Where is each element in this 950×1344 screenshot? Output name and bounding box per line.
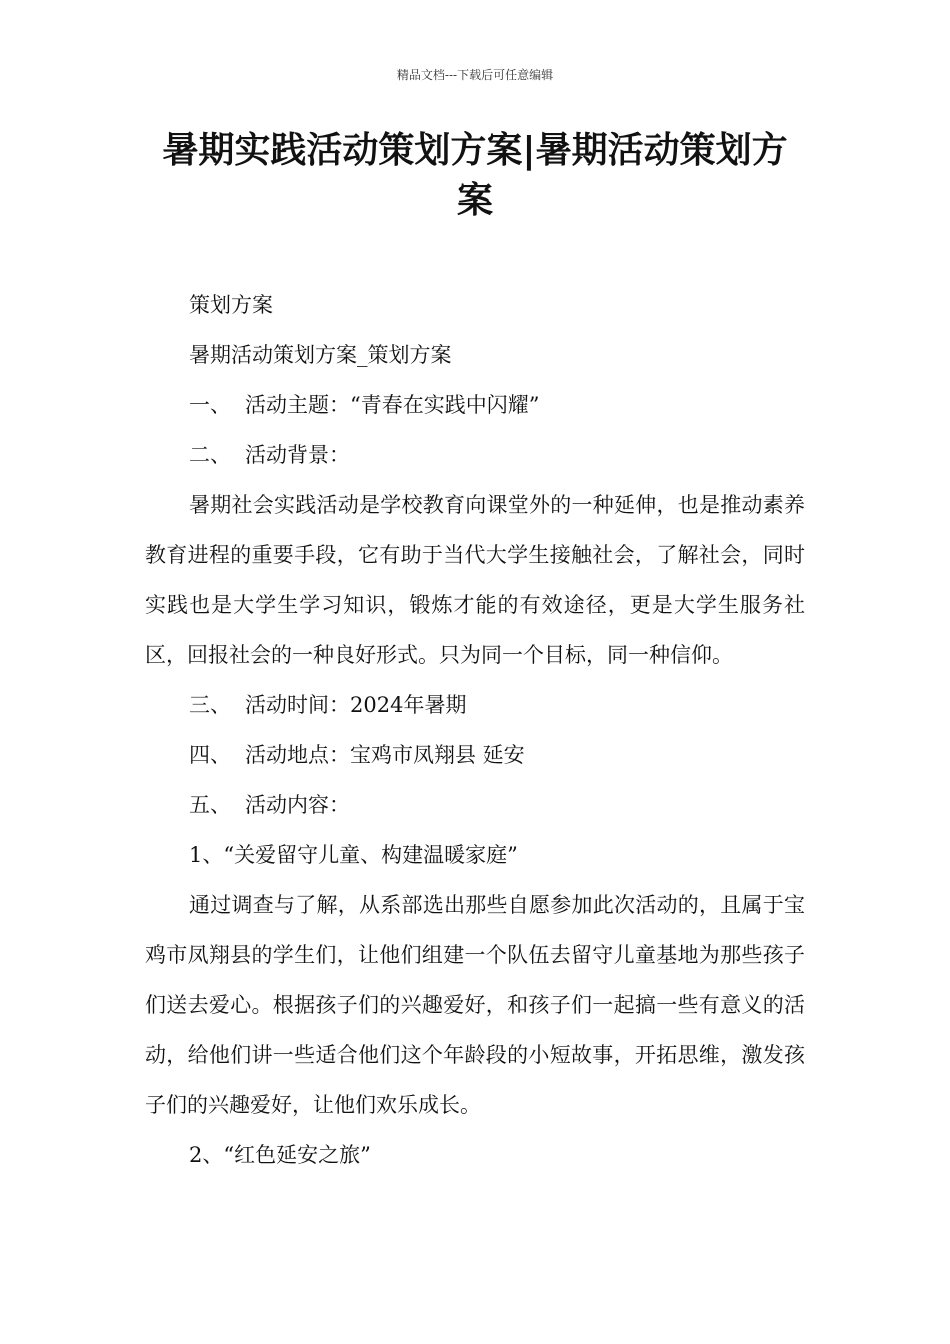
section-text: 活动内容： <box>245 793 350 817</box>
section-text: 活动时间：2024年暑期 <box>245 693 467 717</box>
section-number: 四、 <box>189 743 231 767</box>
subtitle-line: 策划方案 <box>189 293 273 317</box>
content-item-1: 1、“关爱留守儿童、构建温暖家庭” <box>189 843 518 867</box>
section-background <box>145 430 805 480</box>
heading-line: 暑期活动策划方案_策划方案 <box>189 343 452 367</box>
document-title: 暑期实践活动策划方案|暑期活动策划方案 <box>162 130 788 221</box>
section-number: 三、 <box>189 693 231 717</box>
section-number: 二、 <box>189 443 231 467</box>
section-text: 活动背景： <box>245 443 350 467</box>
section-text: 活动地点：宝鸡市凤翔县 延安 <box>245 743 525 767</box>
section-text: 活动主题：“青春在实践中闪耀” <box>245 393 540 417</box>
section-theme <box>145 380 805 430</box>
content-paragraph-1: 通过调查与了解，从系部选出那些自愿参加此次活动的，且属于宝鸡市凤翔县的学生们，让他们组建一个队伍去留守儿童基地为那些孩子们送去爱心。根据孩子们的兴趣爱好，和孩子们一起搞一些有意义的活动，给他们讲一些适合他们这个年龄段的小短故事，开拓思维，激发孩子们的兴趣爱好，让他们欢乐成长。 <box>145 893 805 1117</box>
section-number: 五、 <box>189 793 231 817</box>
section-time <box>145 680 805 730</box>
content-item-2: 2、“红色延安之旅” <box>189 1143 371 1167</box>
section-number: 一、 <box>189 393 231 417</box>
document-body <box>145 280 805 1180</box>
header-note: 精品文档---下载后可任意编辑 <box>396 68 554 82</box>
section-content <box>145 780 805 830</box>
section-location <box>145 730 805 780</box>
background-paragraph: 暑期社会实践活动是学校教育向课堂外的一种延伸，也是推动素养教育进程的重要手段，它有助于当代大学生接触社会，了解社会，同时实践也是大学生学习知识，锻炼才能的有效途径，更是大学生服务社区，回报社会的一种良好形式。只为同一个目标，同一种信仰。 <box>145 493 805 667</box>
